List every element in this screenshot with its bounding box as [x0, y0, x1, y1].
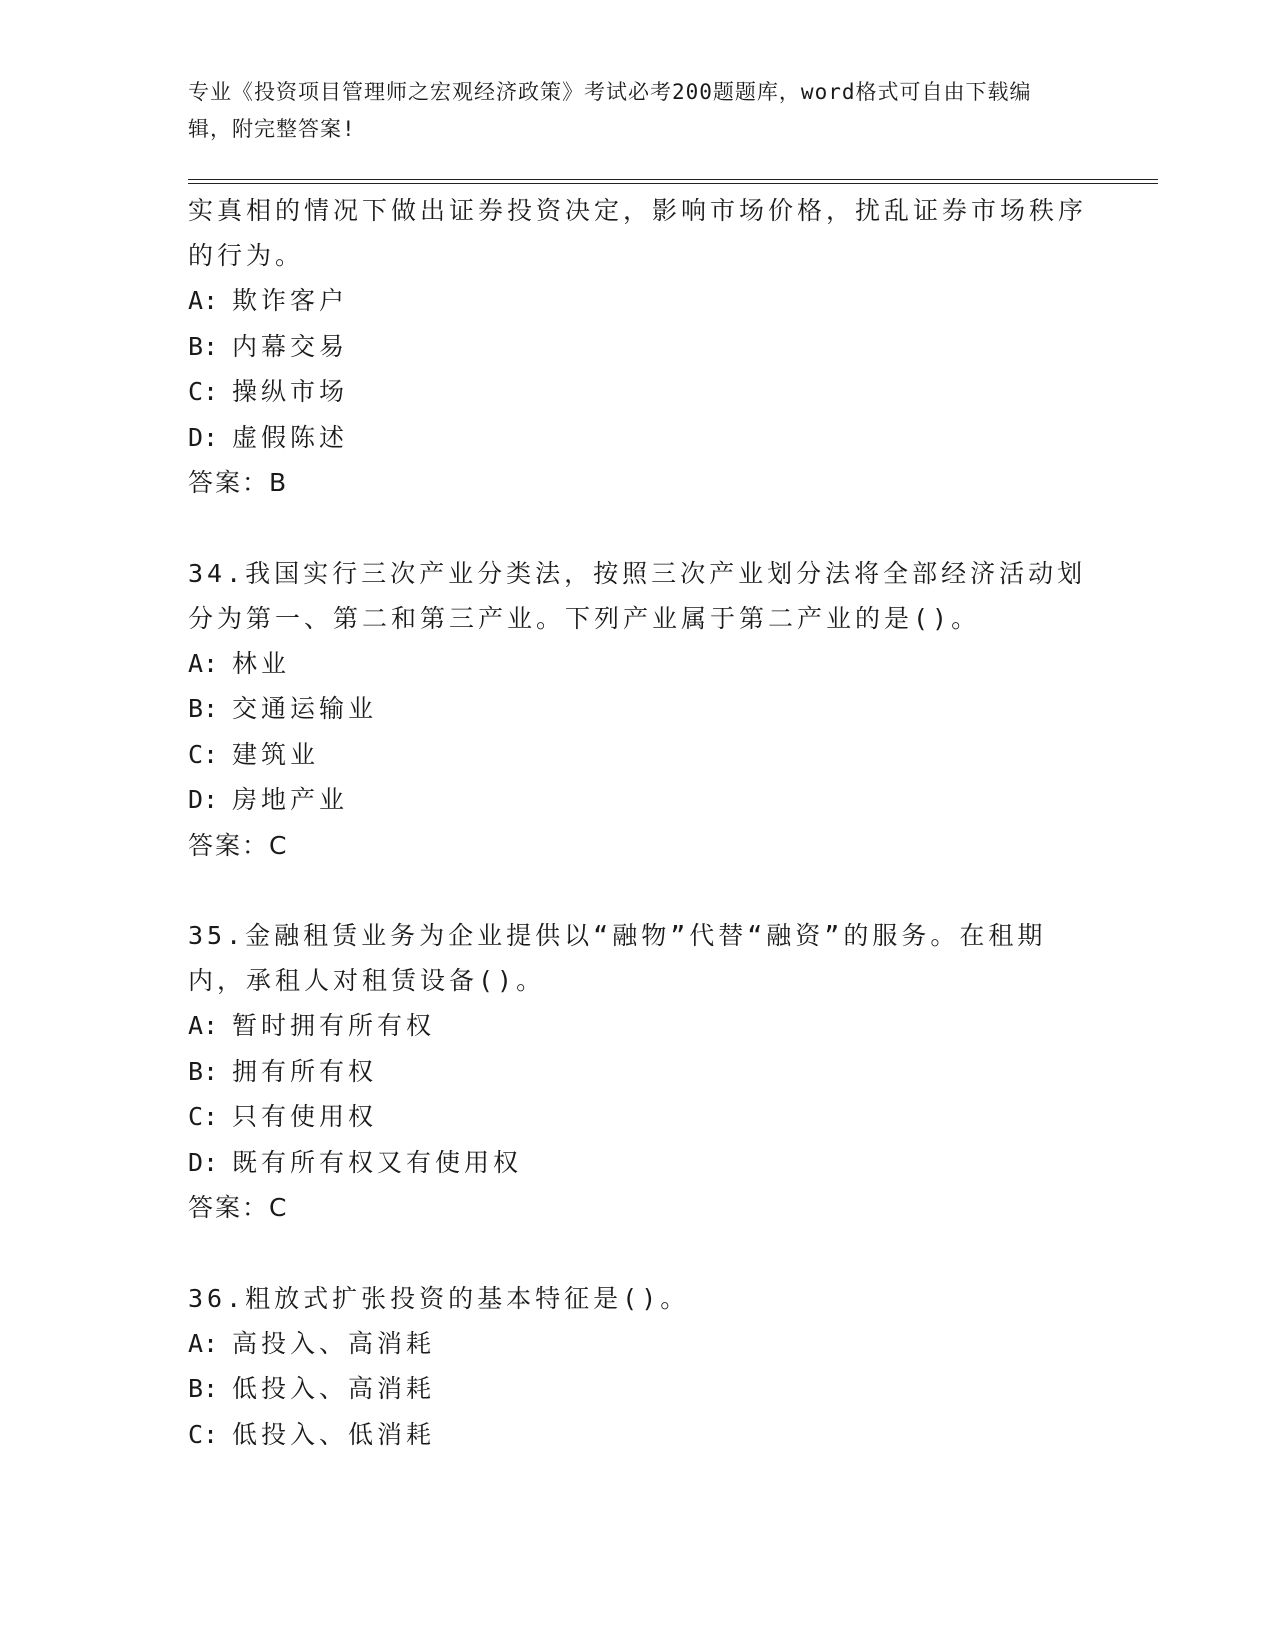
option-d [188, 777, 1088, 823]
option-a [188, 1321, 1088, 1367]
question-stem: 35.金融租赁业务为企业提供以“融物”代替“融资”的服务。在租期内，承租人对租赁设备()。 [188, 921, 1047, 995]
option-letter: C: [188, 377, 219, 406]
question-stem: 34.我国实行三次产业分类法，按照三次产业划分法将全部经济活动划分为第一、第二和第三产业。下列产业属于第二产业的是()。 [188, 558, 1087, 633]
option-b [188, 1049, 1088, 1095]
option-letter: B: [188, 1056, 219, 1086]
option-text: 建筑业 [232, 739, 320, 769]
header-rule-top [188, 179, 1158, 180]
option-letter: A: [188, 648, 219, 678]
question-gap [188, 868, 1088, 913]
question-gap [188, 506, 1088, 551]
option-text: 拥有所有权 [232, 1056, 378, 1086]
option-c [188, 1412, 1088, 1458]
option-letter: C: [188, 1102, 219, 1131]
option-a [188, 641, 1088, 687]
answer: 答案：C [188, 1193, 289, 1222]
answer: 答案：B [188, 468, 289, 497]
document-header: 专业《投资项目管理师之宏观经济政策》考试必考200题题库，word格式可自由下载编辑，附完整答案! [188, 80, 1032, 141]
option-d [188, 415, 1088, 461]
option-c [188, 1094, 1088, 1140]
option-text: 虚假陈述 [232, 422, 349, 452]
option-letter: C: [188, 1419, 219, 1449]
option-b [188, 324, 1088, 370]
option-text: 高投入、高消耗 [232, 1328, 436, 1358]
option-text: 房地产业 [232, 785, 349, 814]
option-letter: B: [188, 1374, 219, 1403]
question-list [188, 188, 1088, 1457]
question-gap [188, 1231, 1088, 1276]
header-rule-bottom [188, 183, 1158, 184]
question-34 [188, 551, 1088, 869]
option-text: 低投入、高消耗 [232, 1374, 436, 1403]
option-a [188, 278, 1088, 324]
option-text: 低投入、低消耗 [232, 1419, 436, 1449]
question-continued [188, 188, 1088, 506]
question-35 [188, 913, 1088, 1231]
option-text: 内幕交易 [232, 331, 349, 361]
answer: 答案：C [188, 830, 289, 860]
option-b [188, 686, 1088, 732]
option-c [188, 369, 1088, 415]
option-text: 欺诈客户 [232, 286, 349, 315]
option-a [188, 1003, 1088, 1049]
option-d [188, 1140, 1088, 1186]
option-c [188, 732, 1088, 778]
option-letter: C: [188, 739, 219, 769]
option-letter: D: [188, 785, 219, 814]
option-letter: B: [188, 694, 219, 723]
question-stem: 实真相的情况下做出证券投资决定，影响市场价格，扰乱证券市场秩序的行为。 [188, 196, 1088, 270]
option-text: 林业 [232, 648, 291, 678]
option-text: 操纵市场 [232, 377, 349, 406]
option-text: 暂时拥有所有权 [232, 1011, 436, 1040]
option-text: 交通运输业 [232, 694, 378, 723]
option-letter: A: [188, 286, 219, 315]
option-letter: B: [188, 331, 219, 361]
option-text: 只有使用权 [232, 1102, 378, 1131]
option-letter: D: [188, 1147, 219, 1177]
question-stem: 36.粗放式扩张投资的基本特征是()。 [188, 1283, 690, 1313]
option-letter: A: [188, 1328, 219, 1358]
option-letter: D: [188, 422, 219, 452]
option-letter: A: [188, 1011, 219, 1040]
option-b [188, 1366, 1088, 1412]
option-text: 既有所有权又有使用权 [232, 1147, 523, 1177]
question-36 [188, 1276, 1088, 1458]
